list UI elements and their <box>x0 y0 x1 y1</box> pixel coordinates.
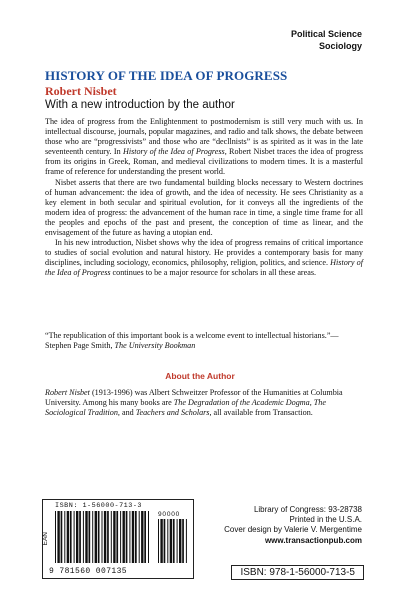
subject-category <box>291 28 362 52</box>
publisher-website: www.transactionpub.com <box>264 535 362 545</box>
ean-barcode <box>55 511 151 563</box>
about-text-4: , all available from Transaction. <box>209 408 313 418</box>
about-book-1: The Degradation of the Academic Dogma <box>173 398 310 408</box>
about-author-text <box>45 388 363 418</box>
addon-barcode <box>158 519 188 563</box>
about-author-heading: About the Author <box>165 371 235 381</box>
quote-text: “The republication of this important book is a welcome event to intellectual historians.”—Stephen Page Smith, <box>45 331 339 351</box>
book-author: Robert Nisbet <box>45 84 117 98</box>
subject-line-political-science: Political Science <box>290 29 362 39</box>
p3-text-a: In his new introduction, Nisbet shows why the idea of progress remains of critical importance to studies of social evolution and natural history. He provides a contemporary basis for many disciplines, including sociology, economics, philosophy, religion, politics, and science. <box>45 238 363 268</box>
description-paragraph-3 <box>45 238 363 278</box>
subject-line-sociology: Sociology <box>318 41 362 51</box>
description <box>45 117 363 279</box>
about-book-2: The Sociological Tradition <box>45 398 326 418</box>
about-text-1: (1913-1996) was Albert Schweitzer Professor of the Humanities at Columbia University. Among his many books are <box>45 388 343 408</box>
p1-book-title: History of the Idea of Progress <box>122 147 225 157</box>
barcode-isbn-label: ISBN: 1-56000-713-3 <box>55 502 142 510</box>
about-text-2: , <box>309 398 314 408</box>
barcode-block <box>42 499 194 579</box>
p1-text-c: , Robert Nisbet traces the idea of progress from its origins in Greek, Roman, and medieval civilizations to modern times. It is a masterful frame of reference for understanding the present world. <box>45 147 363 177</box>
review-quote <box>45 331 363 351</box>
about-author-name: Robert Nisbet <box>45 388 90 397</box>
p1-text-a: The idea of progress from the Enlightenment to postmodernism is still very much with us. In intellectual discourse, journals, popular magazines, and radio and talk shows, the debate between those who are “progressivists” and those who are “decllnists” is as spirited as it was in the late seventeenth century. In <box>45 117 363 157</box>
cover-design-credit: Cover design by Valerie V. Mergentime <box>224 525 362 535</box>
library-of-congress: Library of Congress: 93-28738 <box>253 505 362 514</box>
book-title: HISTORY OF THE IDEA OF PROGRESS <box>45 68 288 83</box>
about-text-3: , and <box>117 408 136 418</box>
intro-note: With a new introduction by the author <box>45 99 235 111</box>
p3-book-title: History of the Idea of Progress <box>45 258 363 278</box>
barcode-ean-label: EAN <box>42 532 49 546</box>
quote-source: The University Bookman <box>114 341 196 351</box>
publisher-info <box>224 505 362 546</box>
isbn-13-box: ISBN: 978-1-56000-713-5 <box>231 565 364 580</box>
barcode-ean-digits: 9 781560 007135 <box>49 567 128 576</box>
barcode-addon-number: 90000 <box>158 511 181 518</box>
about-book-3: Teachers and Scholars <box>135 408 210 418</box>
p3-text-c: continues to be a major resource for scholars in all these areas. <box>110 268 317 278</box>
description-paragraph-1 <box>45 117 363 178</box>
printed-in: Printed in the U.S.A. <box>289 515 362 525</box>
description-paragraph-2: Nisbet asserts that there are two fundamental building blocks necessary to Western doctrines of human advancement: the idea of growth, and the idea of necessity. He sees Christianity as a key element in both secular and spiritual evolution, for it conveys all the ingredients of the modern idea of progress: the advancement of the human race in time, a single time frame for all the peoples and epochs of the past and present, the conception of time as linear, and the envisagement of the future as having a utopian end. <box>45 177 363 238</box>
